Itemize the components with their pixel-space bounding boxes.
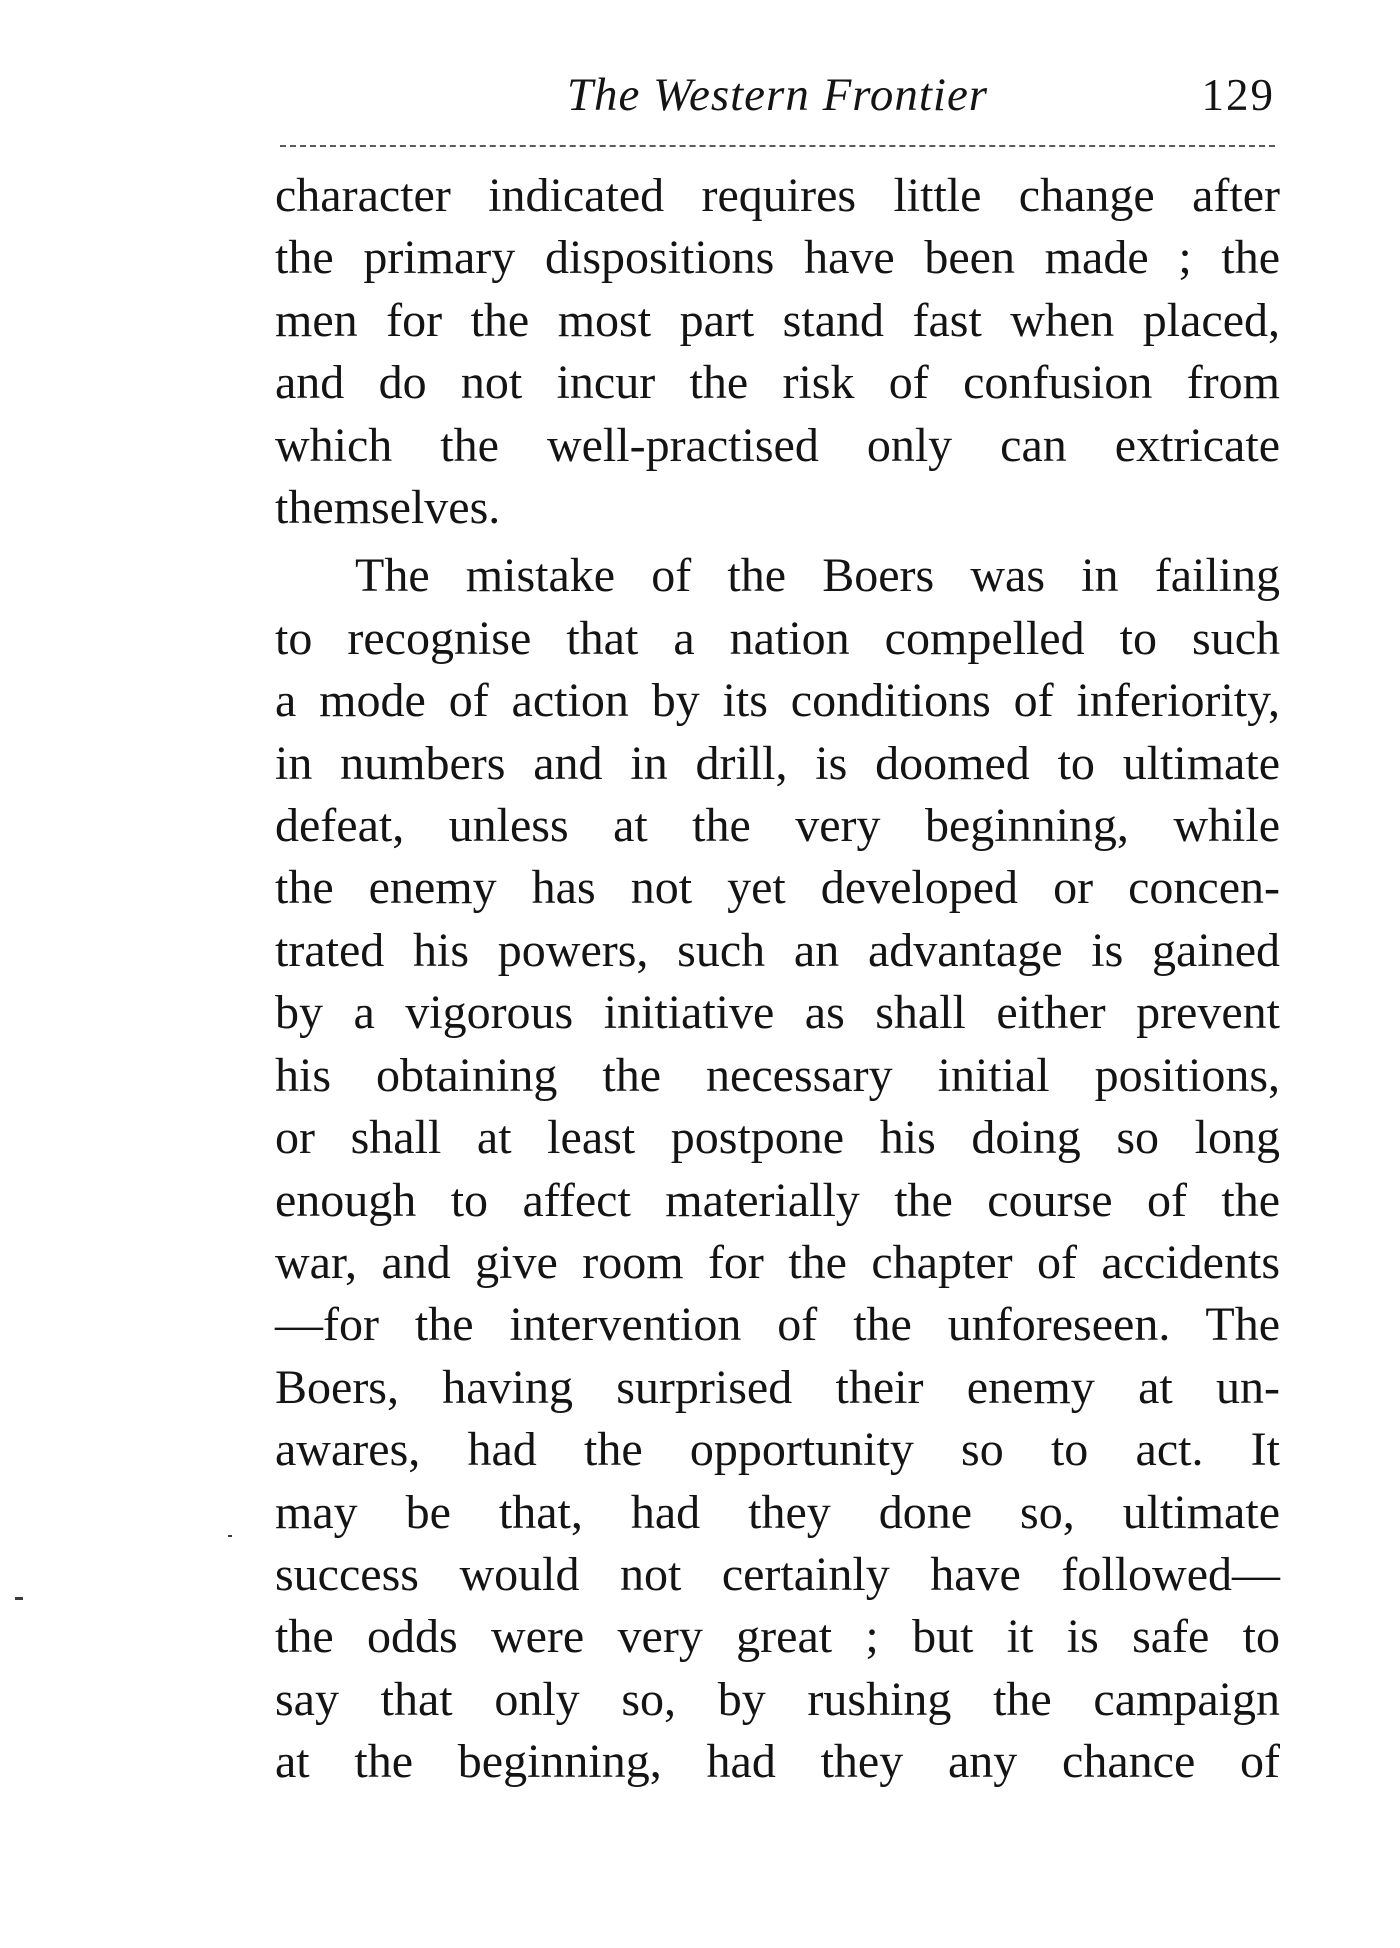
text-line: by a vigorous initiative as shall either prevent [275,986,1280,1040]
text-line: his obtaining the necessary initial positions, [275,1048,1280,1102]
text-line: the enemy has not yet developed or concen- [275,861,1280,915]
text-line: success would not certainly have followed— [275,1547,1280,1601]
text-line: defeat, unless at the very beginning, while [275,799,1280,853]
text-line: to recognise that a nation compelled to such [275,611,1280,665]
text-line: may be that, had they done so, ultimate [275,1485,1280,1539]
stray-mark [228,1535,232,1537]
text-line: The mistake of the Boers was in failing [355,549,1280,603]
text-line: or shall at least postpone his doing so long [275,1111,1280,1165]
text-line: the primary dispositions have been made ; the [275,231,1280,285]
paragraph-2 [275,545,1280,1793]
text-line: Boers, having surprised their enemy at un- [275,1360,1280,1414]
text-line: awares, had the opportunity so to act. It [275,1423,1280,1477]
text-line: a mode of action by its conditions of inferiority, [275,674,1280,728]
paragraph-1 [275,165,1280,539]
text-line: and do not incur the risk of confusion from [275,356,1280,410]
stray-mark [15,1597,23,1600]
text-line: which the well-practised only can extricate [275,418,1280,472]
text-line: war, and give room for the chapter of accidents [275,1235,1280,1289]
text-line: character indicated requires little change after [275,169,1280,222]
text-line: say that only so, by rushing the campaign [275,1672,1280,1726]
text-line: the odds were very great ; but it is safe to [275,1610,1280,1664]
text-line: trated his powers, such an advantage is gained [275,923,1280,977]
text-line: in numbers and in drill, is doomed to ultimate [275,736,1280,790]
text-line: enough to affect materially the course of the [275,1173,1280,1227]
header-rule [280,145,1275,147]
page-number: 129 [1201,70,1275,120]
running-head [280,60,1275,130]
text-line: —for the intervention of the unforeseen. The [275,1298,1280,1352]
body-text [275,165,1280,1794]
running-title: The Western Frontier [566,69,989,121]
text-line: themselves. [275,481,501,535]
text-line: men for the most part stand fast when placed, [275,293,1280,347]
text-line: at the beginning, had they any chance of [275,1735,1280,1789]
